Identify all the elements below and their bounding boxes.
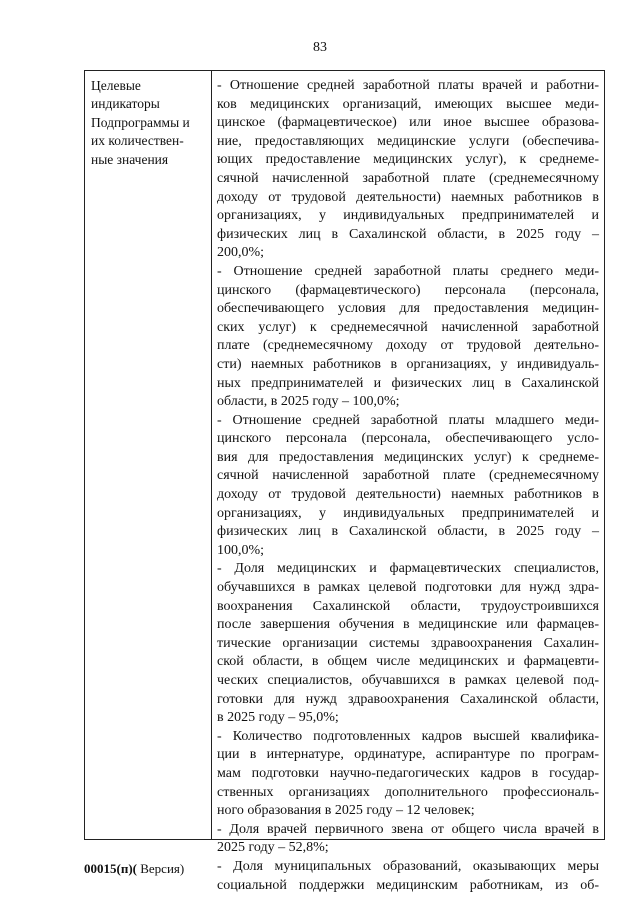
indicator-paragraph — [217, 77, 599, 263]
indicator-line: 200,0%; — [217, 245, 265, 261]
indicator-line: 100,0%; — [217, 542, 265, 558]
label-line: Подпрограммы и — [91, 114, 190, 130]
indicator-line: ных предпринимателей и физических лиц в Сахалинской — [217, 375, 599, 391]
document-code: 00015(п)( — [84, 861, 137, 876]
indicator-line: области, в 2025 году – 100,0%; — [217, 394, 400, 410]
indicator-line: ков медицинских организаций, имеющих высшее меди- — [217, 96, 599, 112]
indicator-line: сти) наемных работников в организациях, у индивидуаль- — [217, 356, 599, 372]
indicator-paragraph — [217, 821, 599, 858]
label-line: их количествен- — [91, 133, 184, 149]
indicator-line: доходу от трудовой деятельности) наемных работников в — [217, 189, 599, 205]
indicator-line: вия для предоставления медицинских услуг) к среднеме- — [217, 449, 599, 465]
indicator-line: ного образования в 2025 году – 12 человек; — [217, 803, 475, 819]
indicator-line: цинского персонала (персонала, обеспечивающего усло- — [217, 431, 599, 447]
indicator-line: социальной поддержки медицинским работникам, из об- — [217, 877, 599, 893]
indicator-line: физических лиц в Сахалинской области, в 2025 году – — [217, 226, 599, 242]
indicators-label-cell — [91, 77, 205, 169]
indicator-line: ющих предоставление медицинских услуг), к среднеме- — [217, 152, 599, 168]
indicator-line: ние, предоставляющих медицинские услуги (обеспечива- — [217, 133, 599, 149]
indicator-paragraph — [217, 412, 599, 561]
indicator-line: цинского (фармацевтического) персонала (персонала, — [217, 282, 599, 298]
document-version: Версия) — [136, 861, 185, 876]
indicator-line: организациях, у индивидуальных предпринимателей и — [217, 208, 599, 224]
indicator-line: доходу от трудовой деятельности) наемных работников в — [217, 487, 599, 503]
indicator-line: ции в интернатуре, ординатуре, аспирантуре по програм- — [217, 747, 599, 763]
indicator-line: физических лиц в Сахалинской области, в 2025 году – — [217, 524, 599, 540]
indicator-line: - Доля муниципальных образований, оказывающих меры — [217, 858, 599, 874]
indicator-line: - Доля медицинских и фармацевтических специалистов, — [217, 561, 599, 577]
indicator-line: - Доля врачей первичного звена от общего числа врачей в — [217, 821, 599, 837]
indicator-line: сячной начисленной заработной плате (среднемесячному — [217, 170, 599, 186]
indicator-line: сячной начисленной заработной плате (среднемесячному — [217, 468, 599, 484]
indicator-line: обеспечивающего условия для предоставления медицин- — [217, 301, 599, 317]
indicator-line: - Отношение средней заработной платы младшего меди- — [217, 412, 599, 428]
label-line: Целевые — [91, 78, 141, 93]
indicator-line: ственных организациях дополнительного профессиональ- — [217, 784, 599, 800]
label-line: индикаторы — [91, 96, 160, 112]
indicator-line: - Количество подготовленных кадров высшей квалифика- — [217, 728, 599, 744]
indicator-line: ской области, в общем числе медицинских и фармацевти- — [217, 654, 599, 670]
indicator-line: воохранения Сахалинской области, трудоустроившихся — [217, 598, 599, 614]
document-footer — [84, 861, 184, 876]
indicator-line: - Отношение средней заработной платы среднего меди- — [217, 263, 599, 279]
indicator-line: после завершения обучения в медицинские или фармацев- — [217, 617, 599, 633]
indicator-line: готовки для нужд здравоохранения Сахалинской области, — [217, 691, 599, 707]
indicator-line: 2025 году – 52,8%; — [217, 840, 329, 856]
indicator-line: ских услуг) к среднемесячной начисленной заработной — [217, 319, 599, 335]
indicator-line: ческих специалистов, обучавшихся в рамках целевой под- — [217, 673, 599, 688]
indicator-paragraph — [217, 263, 599, 412]
indicators-values-cell — [217, 77, 599, 895]
indicator-paragraph — [217, 560, 599, 727]
indicator-line: организациях, у индивидуальных предпринимателей и — [217, 505, 599, 521]
page-number: 83 — [313, 40, 327, 55]
indicator-line: цинское (фармацевтическое) или иное высшее образова- — [217, 115, 599, 131]
label-line: ные значения — [91, 151, 169, 167]
indicator-line: в 2025 году – 95,0%; — [217, 710, 339, 726]
indicator-paragraph — [217, 858, 599, 895]
indicator-line: - Отношение средней заработной платы врачей и работни- — [217, 78, 599, 93]
indicator-line: плате (среднемесячному доходу от трудовой деятельно- — [217, 338, 599, 354]
indicator-line: тические организации системы здравоохранения Сахалин- — [217, 635, 599, 651]
indicator-line: мам подготовки научно-педагогических кадров в государ- — [217, 765, 599, 781]
indicator-paragraph — [217, 728, 599, 821]
table-column-divider — [211, 71, 212, 839]
indicator-line: обучавшихся в рамках целевой подготовки для нужд здра- — [217, 580, 599, 596]
